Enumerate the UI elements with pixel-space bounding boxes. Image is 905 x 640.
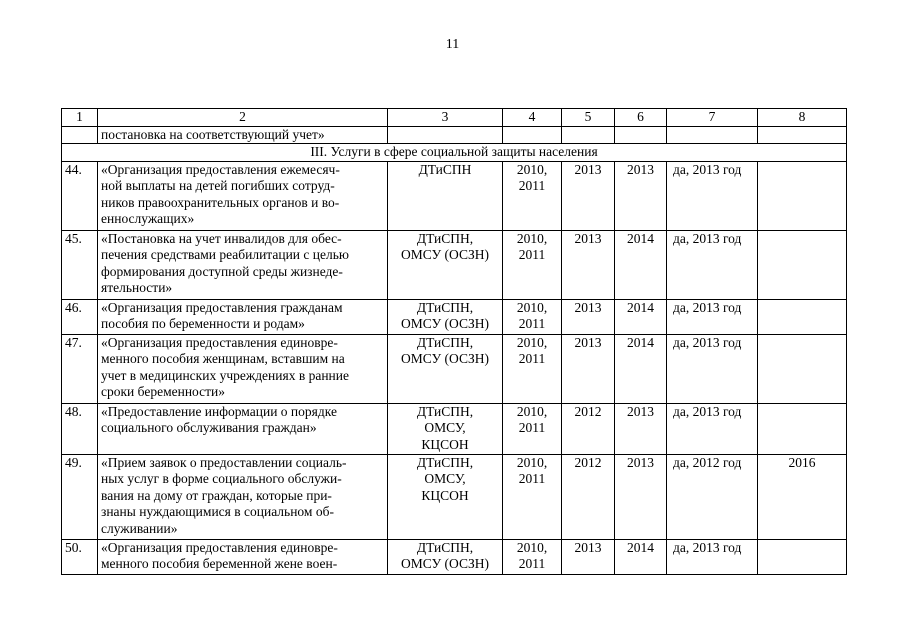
executor-line: ОМСУ, xyxy=(424,471,466,486)
col8-value xyxy=(758,539,847,574)
service-name-line: знаны нуждающимися в социальном об- xyxy=(101,504,334,519)
col4-value-line: 2011 xyxy=(518,247,546,262)
header-cell: 2 xyxy=(98,109,388,127)
header-cell: 7 xyxy=(667,109,758,127)
col8-value: 2016 xyxy=(758,454,847,539)
col6-value: 2014 xyxy=(615,539,667,574)
col8-value xyxy=(758,126,847,144)
col7-value xyxy=(667,126,758,144)
col4-value xyxy=(503,161,562,230)
col4-value-line: 2011 xyxy=(518,471,546,486)
row-number: 48. xyxy=(62,403,98,454)
col4-value-line: 2010, xyxy=(516,230,548,246)
executor xyxy=(388,539,503,574)
col7-value: да, 2012 год xyxy=(667,454,758,539)
col6-value: 2013 xyxy=(615,403,667,454)
col6-value: 2014 xyxy=(615,334,667,403)
executor xyxy=(388,161,503,230)
row-number: 47. xyxy=(62,334,98,403)
service-name-line: ных услуг в форме социального обслужи- xyxy=(101,471,342,486)
executor-line: ОМСУ (ОСЗН) xyxy=(401,247,489,262)
service-name-line: «Организация предоставления единовре- xyxy=(101,334,338,350)
col4-value-line: 2010, xyxy=(516,403,548,419)
col4-value xyxy=(503,454,562,539)
service-name-line: «Постановка на учет инвалидов для обес- xyxy=(101,230,342,246)
table-row xyxy=(62,454,847,539)
executor xyxy=(388,230,503,299)
executor-line: ДТиСПН, xyxy=(416,334,474,350)
col7-value: да, 2013 год xyxy=(667,403,758,454)
section-row xyxy=(62,144,847,162)
table-row xyxy=(62,403,847,454)
service-name xyxy=(98,454,388,539)
col5-value: 2013 xyxy=(562,299,615,334)
table-row xyxy=(62,161,847,230)
header-cell: 6 xyxy=(615,109,667,127)
executor-line: ДТиСПН, xyxy=(416,403,474,419)
col6-value: 2013 xyxy=(615,454,667,539)
col5-value: 2012 xyxy=(562,454,615,539)
header-cell: 5 xyxy=(562,109,615,127)
continued-row xyxy=(62,126,847,144)
col4-value-line: 2010, xyxy=(516,161,548,177)
col5-value: 2013 xyxy=(562,230,615,299)
header-cell: 8 xyxy=(758,109,847,127)
service-name-line: учет в медицинских учреждениях в ранние xyxy=(101,367,349,383)
executor-line: ОМСУ, xyxy=(424,420,466,435)
col7-value: да, 2013 год xyxy=(667,299,758,334)
col4-value-line: 2011 xyxy=(518,420,546,435)
executor-line: ОМСУ (ОСЗН) xyxy=(401,556,489,571)
service-name-line: ятельности» xyxy=(101,280,173,295)
service-name-line: печения средствами реабилитации с целью xyxy=(101,247,349,262)
col7-value: да, 2013 год xyxy=(667,230,758,299)
col4-value-line: 2010, xyxy=(516,334,548,350)
col8-value xyxy=(758,299,847,334)
service-name-line: ной выплаты на детей погибших сотруд- xyxy=(101,178,335,193)
executor-line: ДТиСПН, xyxy=(416,230,474,246)
service-name-line: вания на дому от граждан, которые при- xyxy=(101,487,332,503)
service-name xyxy=(98,334,388,403)
service-name-line: «Организация предоставления гражданам xyxy=(101,299,343,315)
executor-line: ОМСУ (ОСЗН) xyxy=(401,351,489,366)
col4-value-line: 2011 xyxy=(518,556,546,571)
service-name-line: пособия по беременности и родам» xyxy=(101,316,305,331)
col4-value xyxy=(503,230,562,299)
col8-value xyxy=(758,161,847,230)
executor-line: ДТиСПН, xyxy=(416,299,474,315)
col4-value-line: 2011 xyxy=(518,351,546,366)
col4-value xyxy=(503,539,562,574)
row-number: 46. xyxy=(62,299,98,334)
row-number: 44. xyxy=(62,161,98,230)
col4-value-line: 2011 xyxy=(518,178,546,193)
col5-value xyxy=(562,126,615,144)
row-number: 45. xyxy=(62,230,98,299)
col5-value: 2012 xyxy=(562,403,615,454)
header-cell: 3 xyxy=(388,109,503,127)
service-name-line: социального обслуживания граждан» xyxy=(101,420,317,435)
col7-value: да, 2013 год xyxy=(667,161,758,230)
service-name-line: еннослужащих» xyxy=(101,211,195,226)
col5-value: 2013 xyxy=(562,539,615,574)
executor xyxy=(388,454,503,539)
col4-value xyxy=(503,126,562,144)
service-name-line: «Прием заявок о предоставлении социаль- xyxy=(101,454,347,470)
service-name xyxy=(98,403,388,454)
header-row xyxy=(62,109,847,127)
col6-value: 2014 xyxy=(615,230,667,299)
header-cell: 1 xyxy=(62,109,98,127)
table-row xyxy=(62,230,847,299)
col4-value-line: 2010, xyxy=(516,454,548,470)
row-number xyxy=(62,126,98,144)
executor-line: КЦСОН xyxy=(421,436,469,452)
col4-value-line: 2010, xyxy=(516,299,548,315)
executor xyxy=(388,403,503,454)
service-name-line: «Организация предоставления единовре- xyxy=(101,539,338,555)
service-name xyxy=(98,539,388,574)
table-row xyxy=(62,299,847,334)
executor-line: ОМСУ (ОСЗН) xyxy=(401,316,489,331)
col4-value xyxy=(503,403,562,454)
executor-line: КЦСОН xyxy=(421,487,469,503)
table-row xyxy=(62,334,847,403)
col5-value: 2013 xyxy=(562,334,615,403)
row-number: 50. xyxy=(62,539,98,574)
executor xyxy=(388,299,503,334)
header-cell: 4 xyxy=(503,109,562,127)
col8-value xyxy=(758,403,847,454)
services-table xyxy=(61,108,847,575)
service-name xyxy=(98,299,388,334)
service-name xyxy=(98,230,388,299)
col4-value xyxy=(503,334,562,403)
col4-value xyxy=(503,299,562,334)
col6-value: 2014 xyxy=(615,299,667,334)
page-number: 11 xyxy=(445,37,460,52)
table-row xyxy=(62,539,847,574)
col6-value xyxy=(615,126,667,144)
service-name-line: «Организация предоставления ежемесяч- xyxy=(101,161,340,177)
col4-value-line: 2011 xyxy=(518,316,546,331)
service-name-line: формирования доступной среды жизнеде- xyxy=(101,263,343,279)
service-name-line: менного пособия женщинам, вставшим на xyxy=(101,351,345,366)
executor-line: ДТиСПН xyxy=(418,161,472,177)
col8-value xyxy=(758,334,847,403)
col6-value: 2013 xyxy=(615,161,667,230)
col8-value xyxy=(758,230,847,299)
service-name-line: служивании» xyxy=(101,520,178,536)
service-name: постановка на соответствующий учет» xyxy=(98,126,388,144)
col4-value-line: 2010, xyxy=(516,539,548,555)
executor-line: ДТиСПН, xyxy=(416,539,474,555)
service-name-line: «Предоставление информации о порядке xyxy=(101,403,337,419)
service-name-line: сроки беременности» xyxy=(101,384,226,399)
executor-line: ДТиСПН, xyxy=(416,454,474,470)
service-name-line: ников правоохранительных органов и во- xyxy=(101,194,340,210)
service-name-line: менного пособия беременной жене воен- xyxy=(101,556,338,571)
col7-value: да, 2013 год xyxy=(667,334,758,403)
section-title: III. Услуги в сфере социальной защиты населения xyxy=(62,144,847,162)
row-number: 49. xyxy=(62,454,98,539)
executor xyxy=(388,126,503,144)
executor xyxy=(388,334,503,403)
service-name xyxy=(98,161,388,230)
col5-value: 2013 xyxy=(562,161,615,230)
col7-value: да, 2013 год xyxy=(667,539,758,574)
